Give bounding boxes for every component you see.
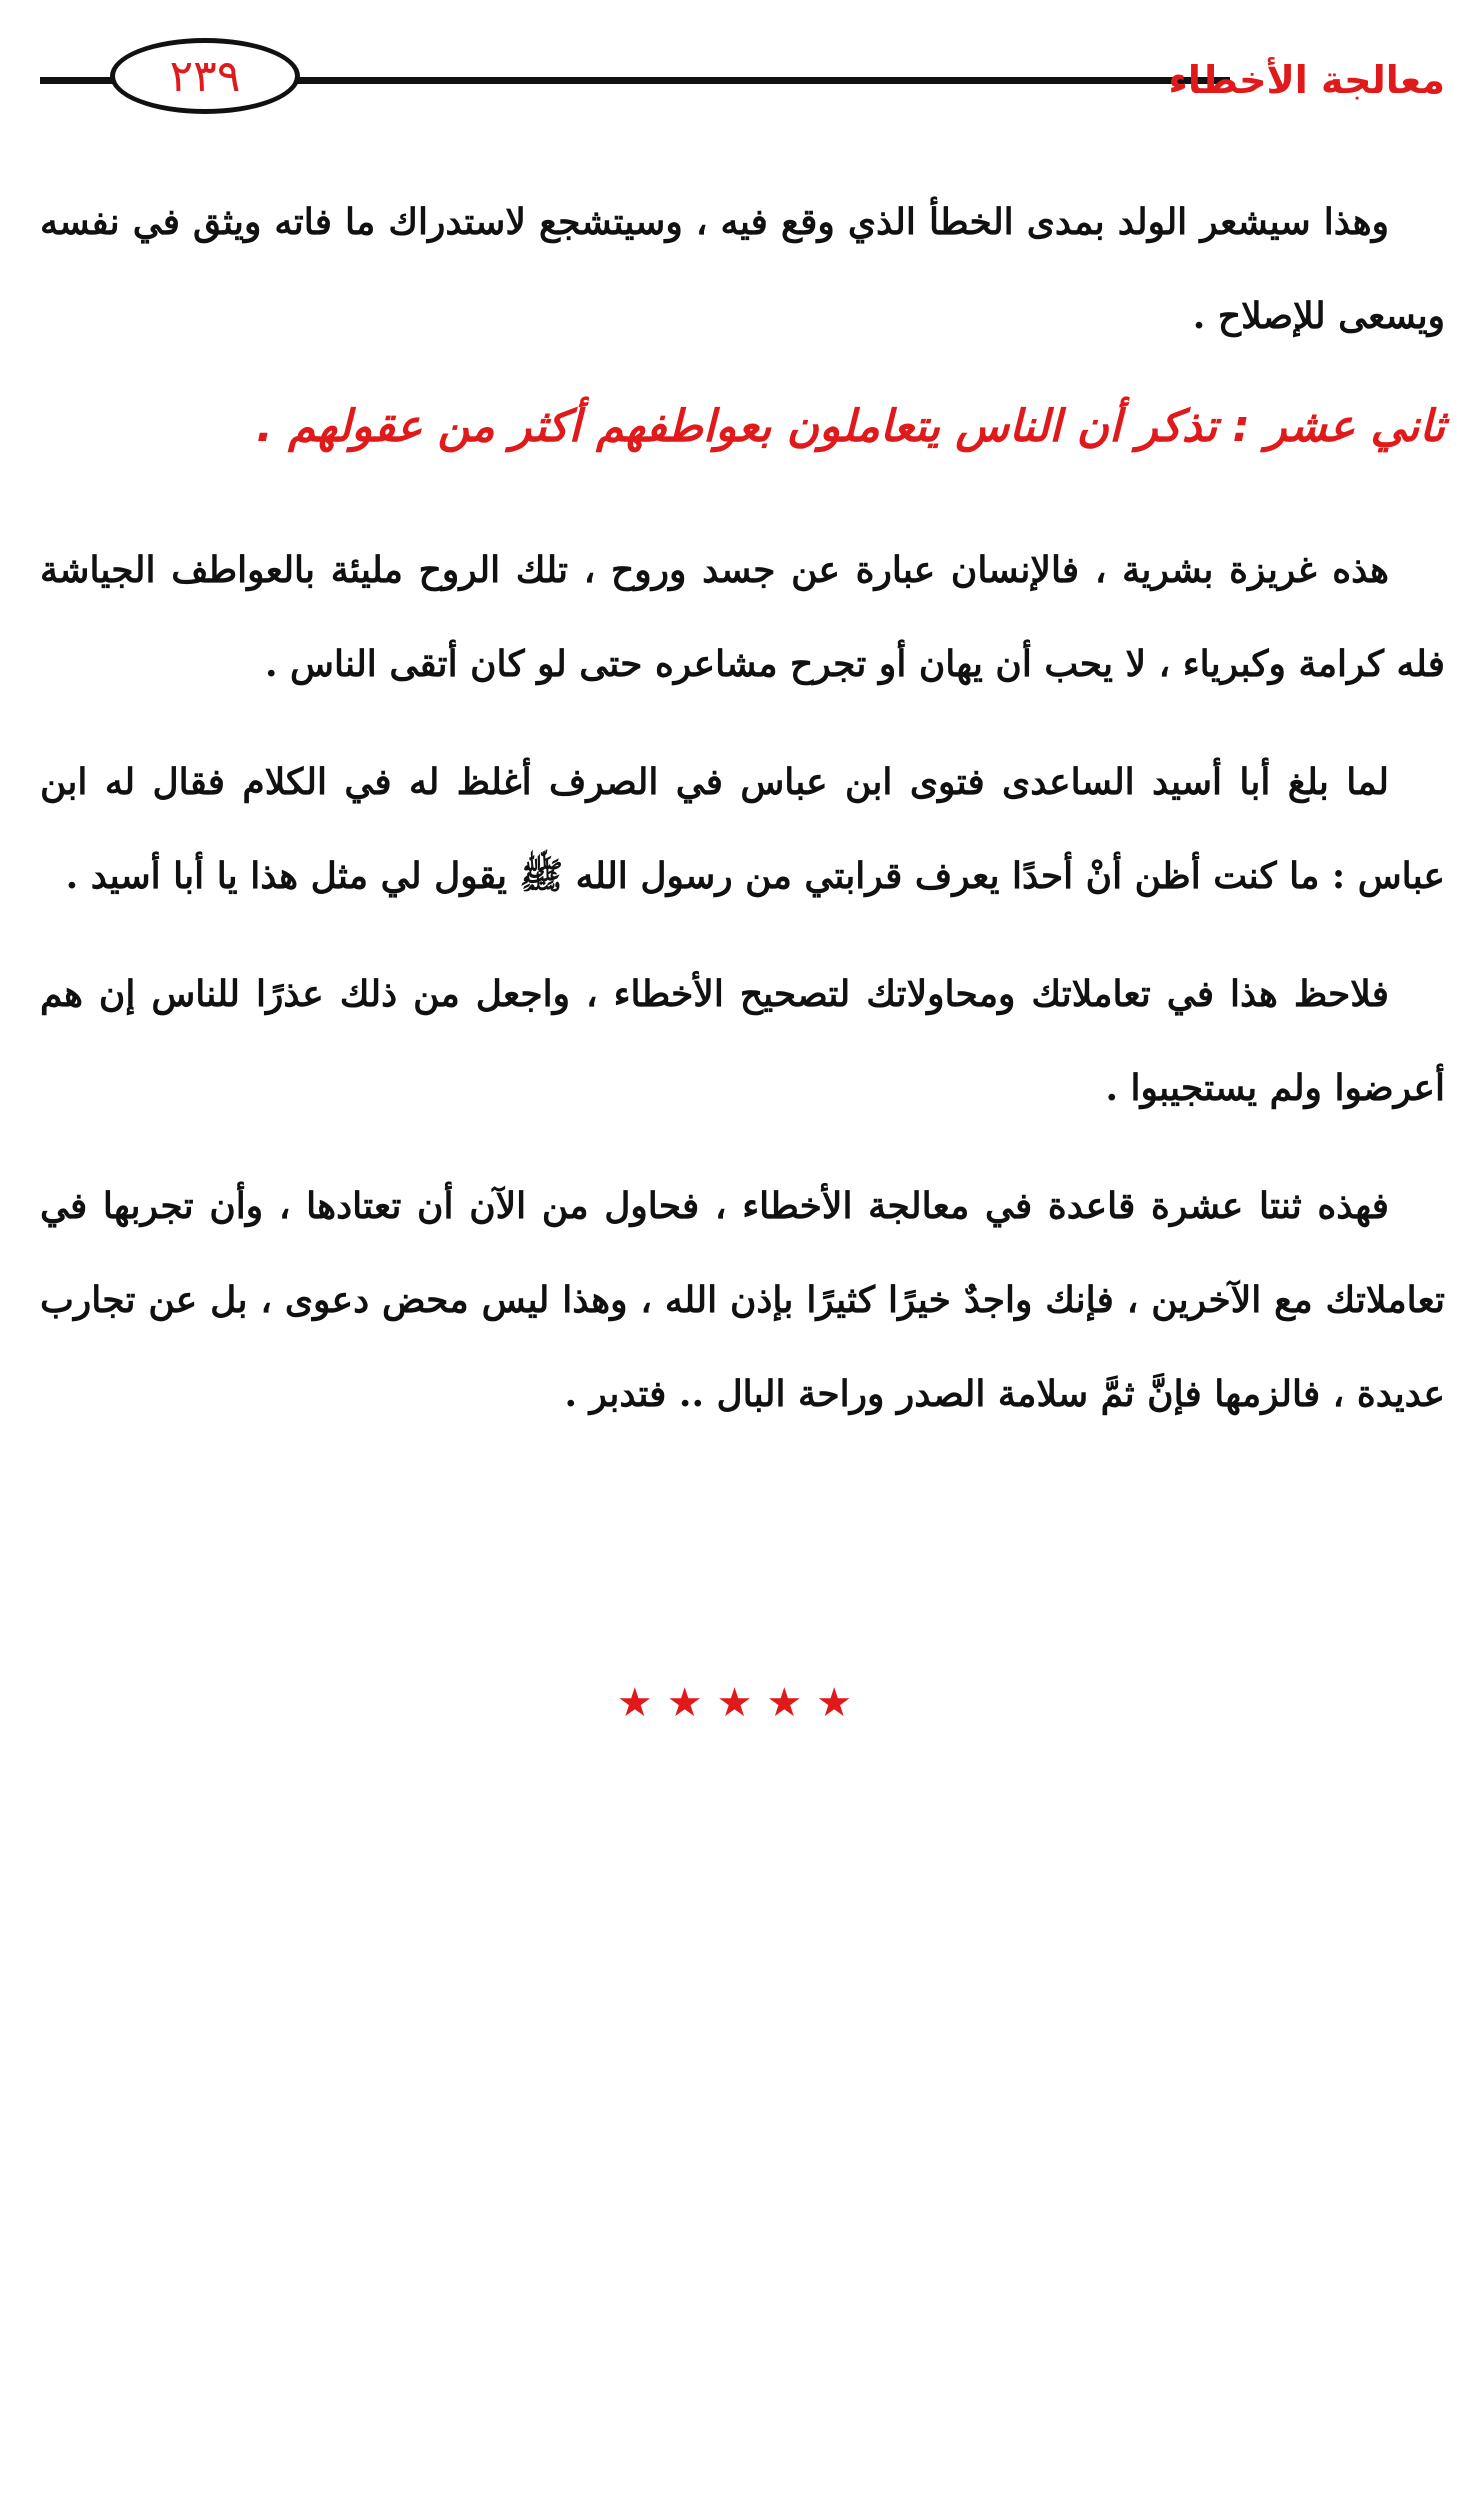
page-content [40, 175, 1445, 1465]
star-ornament: ★★★★★ [616, 1680, 867, 1726]
page-header [40, 38, 1445, 118]
section-heading: ثاني عشر : تذكر أن الناس يتعاملون بعواطفهم أكثر من عقولهم . [256, 401, 1445, 452]
paragraph: لما بلغ أبا أسيد الساعدى فتوى ابن عباس في الصرف أغلظ له في الكلام فقال له ابن عباس : ما كنت أظن أنْ أحدًا يعرف قرابتي من رسول الله ﷺ يقول لي مثل هذا يا أبا أسيد . [40, 761, 1445, 897]
paragraph: فهذه ثنتا عشرة قاعدة في معالجة الأخطاء ، فحاول من الآن أن تعتادها ، وأن تجربها في تعاملاتك مع الآخرين ، فإنك واجدٌ خيرًا كثيرًا بإذن الله ، وهذا ليس محض دعوى ، بل عن تجارب عديدة ، فالزمها فإنَّ ثمَّ سلامة الصدر وراحة البال .. فتدبر . [40, 1185, 1445, 1415]
paragraph: فلاحظ هذا في تعاملاتك ومحاولاتك لتصحيح الأخطاء ، واجعل من ذلك عذرًا للناس إن هم أعرضوا ولم يستجيبوا . [40, 973, 1445, 1109]
paragraph: هذه غريزة بشرية ، فالإنسان عبارة عن جسد وروح ، تلك الروح مليئة بالعواطف الجياشة فله كرامة وكبرياء ، لا يحب أن يهان أو تجرح مشاعره حتى لو كان أتقى الناس . [40, 549, 1445, 685]
page-number: ٢٣٩ [110, 38, 300, 114]
paragraph: وهذا سيشعر الولد بمدى الخطأ الذي وقع فيه ، وسيتشجع لاستدراك ما فاته ويثق في نفسه ويسعى للإصلاح . [40, 201, 1445, 337]
running-title: معالجة الأخطاء [1168, 58, 1445, 102]
